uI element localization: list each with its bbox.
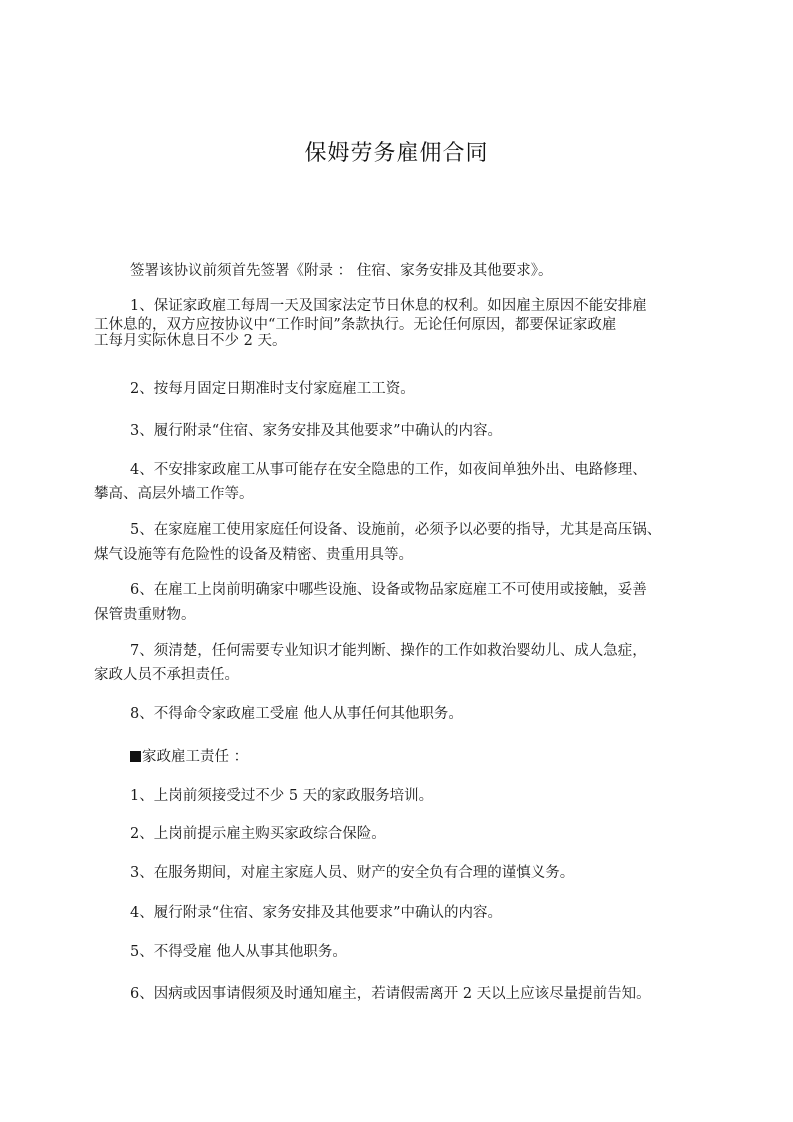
employer-item-4-line-2: 攀高、高层外墙工作等。: [94, 486, 254, 502]
worker-heading-text: 家政雇工责任 ：: [142, 749, 249, 765]
employer-item-5-line-2: 煤气设施等有危险性的设备及精密、贵重用具等。: [94, 547, 413, 563]
employer-item-3-line-1: 3、履行附录“住宿、家务安排及其他要求”中确认的内容。: [130, 423, 503, 439]
employer-item-4-line-1: 4、不安排家政雇工从事可能存在安全隐患的工作，如夜间单独外出、电路修理、: [130, 462, 647, 478]
square-bullet-icon: [130, 751, 141, 762]
worker-item-3: [94, 864, 724, 883]
worker-item-4: [94, 904, 724, 923]
employer-item-7-line-2: 家政人员不承担责任。: [94, 667, 239, 683]
employer-item-3: [94, 422, 724, 441]
employer-item-7: [94, 642, 724, 685]
worker-item-1: [94, 787, 724, 806]
worker-item-4-text: 4、履行附录“住宿、家务安排及其他要求”中确认的内容。: [130, 905, 503, 921]
employer-item-6-line-1: 6、在雇工上岗前明确家中哪些设施、设备或物品家庭雇工不可使用或接触，妥善: [130, 582, 647, 598]
employer-item-8: [94, 705, 724, 724]
intro-paragraph: [94, 262, 724, 281]
employer-item-2: [94, 380, 724, 399]
employer-item-1-line-1: 1、保证家政雇工每周一天及国家法定节日休息的权利。如因雇主原因不能安排雇: [130, 298, 647, 314]
worker-item-1-text: 1、上岗前须接受过不少 5 天的家政服务培训。: [130, 788, 434, 804]
employer-item-6: [94, 581, 724, 625]
worker-item-6-text: 6、因病或因事请假须及时通知雇主，若请假需离开 2 天以上应该尽量提前告知。: [130, 986, 651, 1002]
employer-item-7-line-1: 7、须清楚，任何需要专业知识才能判断、操作的工作如救治婴幼儿、成人急症，: [130, 643, 647, 659]
employer-item-2-line-1: 2、按每月固定日期准时支付家庭雇工工资。: [130, 381, 415, 397]
worker-item-3-text: 3、在服务期间，对雇主家庭人员、财产的安全负有合理的谨慎义务。: [130, 865, 575, 881]
employer-item-1: [94, 297, 724, 351]
worker-item-5: [94, 943, 724, 962]
employer-item-4: [94, 461, 724, 504]
employer-item-1-line-2: 工休息的，双方应按协议中“工作时间”条款执行。无论任何原因，都要保证家政雇: [94, 317, 617, 333]
worker-item-5-text: 5、不得受雇 他人从事其他职务。: [130, 944, 347, 960]
employer-item-5: [94, 521, 724, 565]
employer-item-8-line-1: 8、不得命令家政雇工受雇 他人从事任何其他职务。: [130, 706, 463, 722]
worker-item-2-text: 2、上岗前提示雇主购买家政综合保险。: [130, 826, 386, 842]
employer-item-6-line-2: 保管贵重财物。: [94, 607, 196, 623]
worker-heading: [94, 748, 724, 767]
employer-item-1-line-3: 工每月实际休息日不少 2 天。: [94, 333, 287, 349]
intro-text: 签署该协议前须首先签署《附录 ： 住宿、家务安排及其他要求》。: [130, 263, 553, 279]
employer-item-5-line-1: 5、在家庭雇工使用家庭任何设备、设施前，必须予以必要的指导，尤其是高压锅、: [130, 522, 662, 538]
worker-item-6: [94, 985, 724, 1004]
worker-item-2: [94, 825, 724, 844]
document-title: 保姆劳务雇佣合同: [304, 141, 489, 166]
